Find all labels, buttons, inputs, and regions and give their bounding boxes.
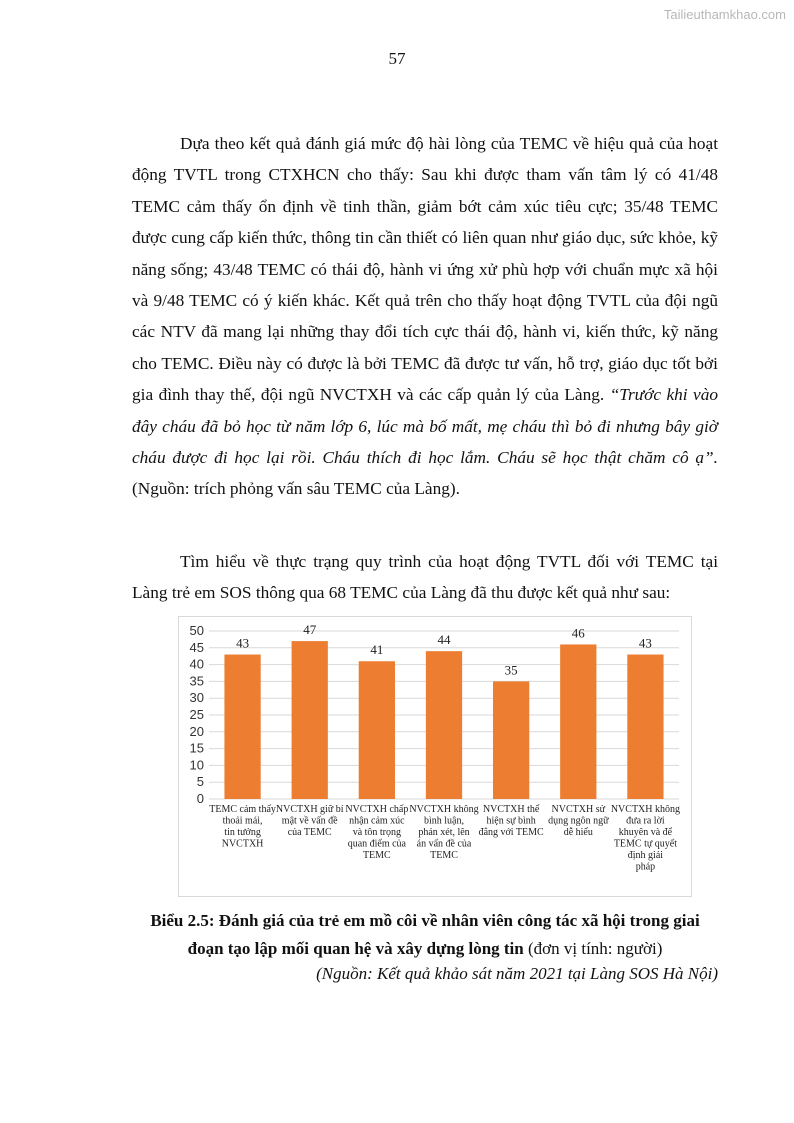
category-label: NVCTXH không bình luận, phán xét, lên án vấn đề của TEMC [409, 804, 479, 861]
y-tick-label: 0 [196, 791, 204, 806]
y-tick-label: 40 [189, 656, 204, 672]
category-label: TEMC cảm thấy thoải mái, tin tưởng NVCTXH [209, 804, 276, 850]
y-tick-label: 15 [189, 740, 204, 756]
data-label: 41 [370, 642, 384, 658]
category-label: NVCTXH chấp nhận cảm xúc và tôn trọng quan điểm của TEMC [345, 804, 409, 861]
bar [224, 655, 260, 799]
figure-caption-title: Biểu 2.5: Đánh giá của trẻ em mồ côi về nhân viên công tác xã hội trong giai đoạn tạo lập mối quan hệ và xây dựng lòng tin [150, 911, 700, 958]
y-tick-label: 10 [189, 757, 204, 773]
figure-caption [132, 907, 718, 963]
y-tick-label: 30 [189, 690, 204, 706]
bar [426, 651, 462, 799]
quote-source: (Nguồn: trích phỏng vấn sâu TEMC của Làng). [132, 479, 460, 499]
paragraph-1 [132, 128, 718, 505]
bar [493, 681, 529, 799]
paragraph-2 [132, 546, 718, 609]
bar [560, 644, 596, 799]
bar-chart [178, 616, 692, 897]
y-tick-label: 35 [189, 673, 204, 689]
category-label: NVCTXH không đưa ra lời khuyên và để TEMC tự quyết định giải pháp [610, 804, 681, 873]
y-tick-label: 5 [196, 774, 204, 790]
data-label: 43 [638, 635, 652, 651]
category-label: NVCTXH giữ bí mật về vấn đề của TEMC [275, 804, 344, 838]
data-label: 43 [236, 635, 250, 651]
figure-caption-unit: (đơn vị tính: người) [523, 939, 663, 958]
y-tick-label: 50 [189, 623, 204, 638]
data-label: 44 [437, 632, 451, 648]
y-tick-label: 25 [189, 707, 204, 722]
y-tick-label: 20 [189, 723, 204, 739]
data-label: 35 [504, 662, 518, 678]
bar-chart-svg [179, 617, 691, 896]
paragraph-2-text: Tìm hiểu về thực trạng quy trình của hoạt động TVTL đối với TEMC tại Làng trẻ em SOS thông qua 68 TEMC của Làng đã thu được kết quả như sau: [132, 552, 718, 603]
page-number: 57 [388, 49, 406, 68]
bar [292, 641, 328, 799]
watermark: Tailieuthamkhao.com [663, 7, 786, 22]
figure-source: (Nguồn: Kết quả khảo sát năm 2021 tại Làng SOS Hà Nội) [316, 964, 718, 983]
category-label: NVCTXH sử dụng ngôn ngữ dễ hiểu [548, 804, 609, 838]
bar [359, 661, 395, 799]
category-label: NVCTXH thể hiện sự bình đẳng với TEMC [478, 804, 544, 838]
interview-quote: “Trước khi vào đây cháu đã bỏ học từ năm lớp 6, lúc mà bố mất, mẹ cháu thì bỏ đi nhưng bây giờ cháu được đi học lại rồi. Cháu thích đi học lắm. Cháu sẽ học thật chăm cô ạ”. [132, 385, 718, 468]
bar [627, 655, 663, 799]
data-label: 46 [571, 625, 585, 641]
data-label: 47 [303, 622, 317, 638]
y-tick-label: 45 [189, 639, 204, 655]
paragraph-1-text: Dựa theo kết quả đánh giá mức độ hài lòng của TEMC về hiệu quả của hoạt động TVTL trong CTXHCN cho thấy: Sau khi được tham vấn tâm lý có 41/48 TEMC cảm thấy ổn định về tinh thần, giảm bớt cảm xúc tiêu cực; 35/48 TEMC được cung cấp kiến thức, thông tin cần thiết có liên quan như giáo dục, sức khỏe, kỹ năng sống; 43/48 TEMC có thái độ, hành vi ứng xử phù hợp với chuẩn mực xã hội và 9/48 TEMC có ý kiến khác. Kết quả trên cho thấy hoạt động TVTL của đội ngũ các NTV đã mang lại những thay đổi tích cực thái độ, hành vi, kiến thức, kỹ năng cho TEMC. Điều này có được là bởi TEMC đã được tư vấn, hỗ trợ, giáo dục tốt bởi gia đình thay thế, đội ngũ NVCTXH và các cấp quản lý của Làng. [132, 134, 718, 405]
